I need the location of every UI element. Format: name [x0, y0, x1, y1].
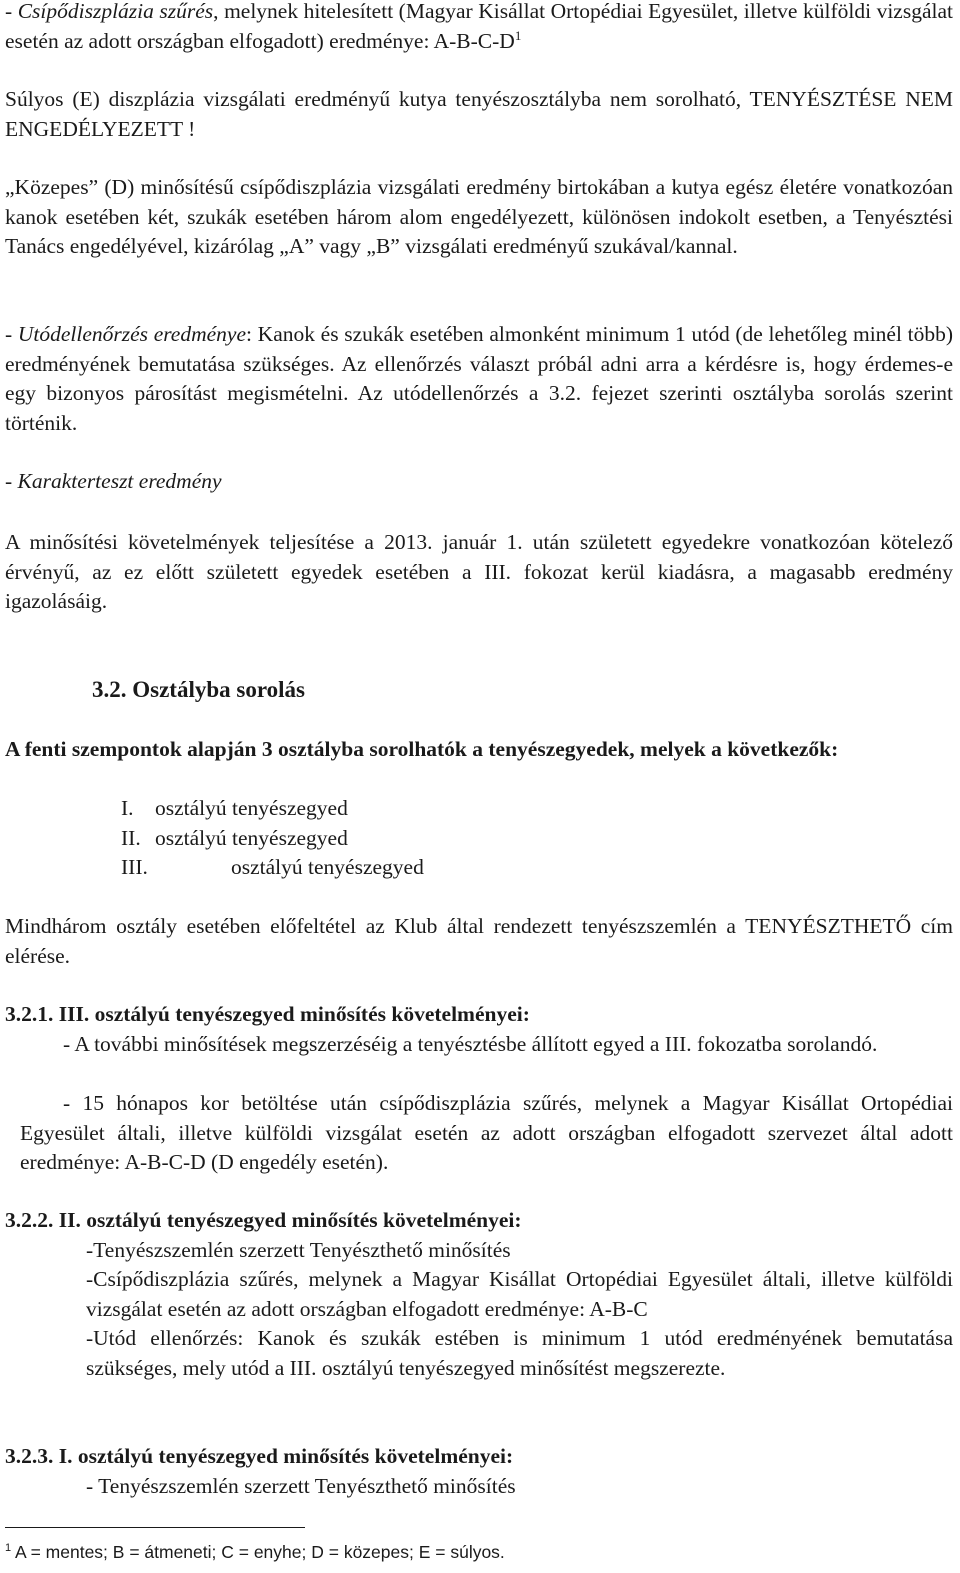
class-number: II. [121, 825, 141, 850]
offspring-text: : Kanok és szukák esetében almonként minimum 1 utód (de lehetőleg minél több) eredményének bemutatása szükséges. Az ellenőrzés választ próbál adni arra a kérdésre is, hogy érdemes-e egy bizonyos párosítást megismételni. Az utódellenőrzés a 3.2. fejezet szerinti osztályba sorolás szerint történik. [5, 322, 953, 435]
list-item [121, 824, 424, 854]
prerequisite-paragraph: Mindhárom osztály esetében előfeltétel az Klub által rendezett tenyészszemlén a TENYÉSZTHETŐ cím elérése. [5, 914, 953, 968]
footnote-divider [5, 1527, 305, 1528]
dash: - [5, 469, 18, 493]
s321-item: - A további minősítések megszerzéséig a tenyésztésbe állított egyed a III. fokozatba sorolandó. [63, 1032, 878, 1056]
hip-dysplasia-term: Csípődiszplázia szűrés [17, 0, 214, 23]
s322-item: -Csípődiszplázia szűrés, melynek a Magyar Kisállat Ortopédiai Egyesület általi, illetve külföldi vizsgálat esetén az adott országban elfogadott eredménye: A-B-C [86, 1267, 953, 1321]
s323-heading: 3.2.3. I. osztályú tenyészegyed minősítés követelményei: [5, 1444, 514, 1468]
list-item [121, 794, 424, 824]
footnote [5, 1540, 505, 1564]
s321-item: - 15 hónapos kor betöltése után csípődiszplázia szűrés, melynek a Magyar Kisállat Ortopédiai Egyesület általi, illetve külföldi vizsgálat esetén az adott országban elfogadott szervezet által adott eredménye: A-B-C-D (D engedély esetén). [20, 1091, 953, 1174]
footnote-number: 1 [5, 1542, 12, 1555]
section-title: Osztályba sorolás [132, 677, 305, 702]
class-label: osztályú tenyészegyed [155, 825, 348, 850]
severe-paragraph: Súlyos (E) diszplázia vizsgálati eredményű kutya tenyészosztályba nem sorolható, TENYÉSZTÉSE NEM ENGEDÉLYEZETT ! [5, 87, 953, 141]
footnote-reference[interactable]: 1 [514, 27, 522, 43]
medium-paragraph: „Közepes” (D) minősítésű csípődiszplázia vizsgálati eredmény birtokában a kutya egész életére vonatkozóan kanok esetében két, szukák esetében három alom engedélyezett, különösen indokolt esetben, a Tenyésztési Tanács engedélyével, kizárólag „A” vagy „B” vizsgálati eredményű szukával/kannal. [5, 175, 953, 258]
section-number: 3.2. [92, 677, 127, 702]
character-heading [5, 467, 953, 497]
class-label: osztályú tenyészegyed [231, 855, 424, 879]
list-item [121, 853, 424, 883]
offspring-paragraph [5, 320, 953, 438]
hip-dysplasia-paragraph [5, 0, 953, 56]
dash: - [5, 322, 18, 346]
character-term: Karakterteszt eredmény [17, 469, 222, 493]
class-number: III. [121, 855, 148, 879]
section-heading [92, 674, 305, 706]
footnote-text: A = mentes; B = átmeneti; C = enyhe; D = közepes; E = súlyos. [11, 1542, 505, 1562]
class-list [121, 794, 424, 883]
s322-item: -Tenyészszemlén szerzett Tenyészthető minősítés [86, 1238, 511, 1262]
s322-item: -Utód ellenőrzés: Kanok és szukák estében is minimum 1 utód eredményének bemutatása szükséges, mely utód a III. osztályú tenyészegyed minősítést megszerezte. [86, 1326, 953, 1380]
offspring-term: Utódellenőrzés eredménye [17, 322, 247, 346]
dash: - [5, 0, 18, 23]
s323-item: - Tenyészszemlén szerzett Tenyészthető minősítés [86, 1474, 516, 1498]
class-label: osztályú tenyészegyed [155, 796, 348, 820]
character-paragraph: A minősítési követelmények teljesítése a 2013. január 1. után született egyedekre vonatkozóan kötelező érvényű, az ez előtt született egyedek esetében a III. fokozat kerül kiadásra, a magasabb eredmény igazolásáig. [5, 530, 953, 613]
classes-intro: A fenti szempontok alapján 3 osztályba sorolhatók a tenyészegyedek, melyek a következők: [5, 737, 839, 761]
class-number: I. [121, 796, 134, 820]
s322-heading: 3.2.2. II. osztályú tenyészegyed minősítés követelményei: [5, 1208, 522, 1232]
hip-dysplasia-text: , melynek hitelesített (Magyar Kisállat Ortopédiai Egyesület, illetve külföldi vizsgálat esetén az adott országban elfogadott) eredménye: A-B-C-D [5, 0, 953, 53]
s321-heading: 3.2.1. III. osztályú tenyészegyed minősítés követelményei: [5, 1002, 530, 1026]
